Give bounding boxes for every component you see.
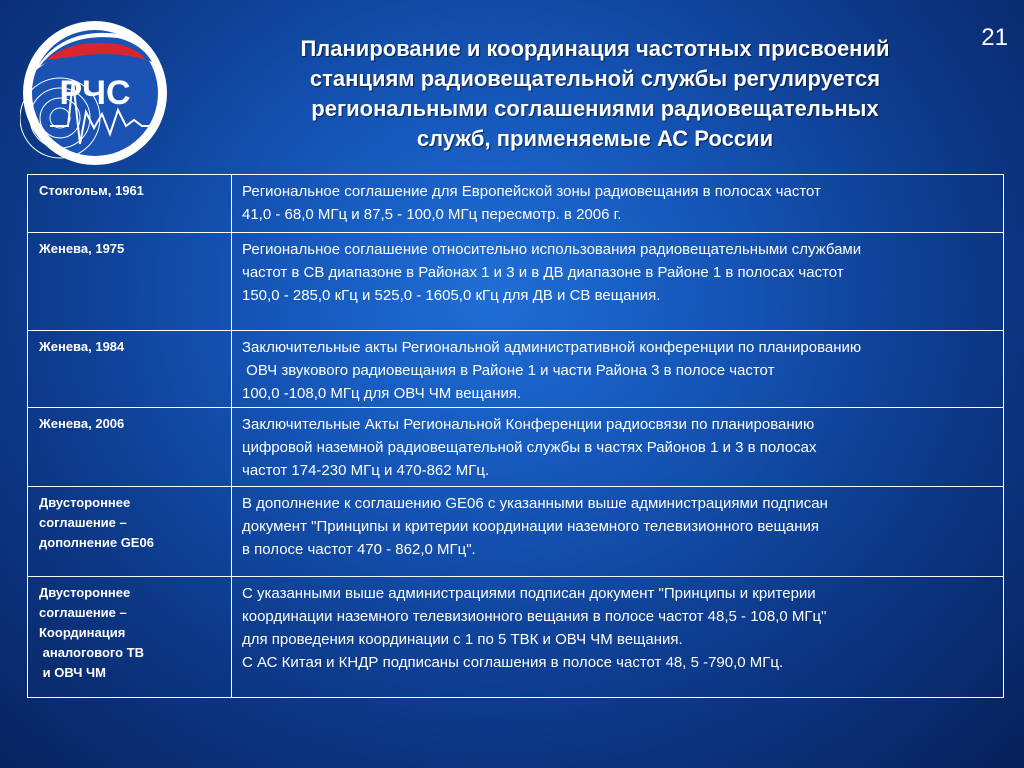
agreement-description-cell bbox=[232, 175, 1004, 233]
agreement-name: и ОВЧ ЧМ bbox=[39, 665, 106, 680]
table-row bbox=[28, 408, 1004, 487]
slide-number: 21 bbox=[981, 24, 1008, 51]
agreement-description-cell bbox=[232, 331, 1004, 408]
description-line: В дополнение к соглашению GE06 с указанными выше администрациями подписан bbox=[242, 495, 828, 512]
description-line: цифровой наземной радиовещательной службы в частях Районов 1 и 3 в полосах bbox=[242, 439, 817, 456]
description-line: Заключительные Акты Региональной Конференции радиосвязи по планированию bbox=[242, 416, 815, 433]
description-line: 100,0 -108,0 МГц для ОВЧ ЧМ вещания. bbox=[242, 385, 522, 402]
description-line: С указанными выше администрациями подписан документ "Принципы и критерии bbox=[242, 585, 816, 602]
agreement-name: Координация bbox=[39, 625, 126, 640]
description-line: Региональное соглашение для Европейской зоны радиовещания в полосах частот bbox=[242, 183, 821, 200]
agreement-name: Женева, 1984 bbox=[39, 339, 125, 354]
agreement-name-cell bbox=[28, 175, 232, 233]
agreement-name: Стокгольм, 1961 bbox=[39, 183, 144, 198]
description-line: Региональное соглашение относительно использования радиовещательными службами bbox=[242, 241, 862, 258]
description-line: документ "Принципы и критерии координации наземного телевизионного вещания bbox=[242, 518, 819, 535]
description-line: для проведения координации с 1 по 5 ТВК и ОВЧ ЧМ вещания. bbox=[242, 631, 683, 648]
agreement-name: Двустороннее bbox=[39, 585, 131, 600]
description-line: координации наземного телевизионного вещания в полосе частот 48,5 - 108,0 МГц" bbox=[242, 608, 827, 625]
description-line: 150,0 - 285,0 кГц и 525,0 - 1605,0 кГц для ДВ и СВ вещания. bbox=[242, 287, 661, 304]
table-row bbox=[28, 487, 1004, 577]
agreement-description-cell bbox=[232, 408, 1004, 487]
agreement-name: Женева, 1975 bbox=[39, 241, 125, 256]
agreement-name: Двустороннее bbox=[39, 495, 131, 510]
agreement-name: Женева, 2006 bbox=[39, 416, 125, 431]
agreement-name-cell bbox=[28, 487, 232, 577]
table-row bbox=[28, 233, 1004, 331]
agreement-description-cell bbox=[232, 233, 1004, 331]
slide-title bbox=[225, 34, 965, 154]
title-line: станциям радиовещательной службы регулируется bbox=[309, 66, 881, 91]
description-line: ОВЧ звукового радиовещания в Районе 1 и части Района 3 в полосе частот bbox=[242, 362, 775, 379]
agreement-name: аналогового ТВ bbox=[39, 645, 145, 660]
table-row bbox=[28, 175, 1004, 233]
description-line: Заключительные акты Региональной административной конференции по планированию bbox=[242, 339, 862, 356]
agreement-name-cell bbox=[28, 577, 232, 698]
description-line: частот 174-230 МГц и 470-862 МГц. bbox=[242, 462, 490, 479]
agreement-name: дополнение GE06 bbox=[39, 535, 154, 550]
rchs-logo bbox=[20, 18, 170, 168]
agreement-name: соглашение – bbox=[39, 515, 127, 530]
logo-text: РЧС bbox=[59, 74, 131, 112]
title-line: Планирование и координация частотных присвоений bbox=[300, 36, 890, 61]
description-line: С АС Китая и КНДР подписаны соглашения в полосе частот 48, 5 -790,0 МГц. bbox=[242, 654, 784, 671]
title-line: региональными соглашениями радиовещательных bbox=[311, 96, 879, 121]
description-line: в полосе частот 470 - 862,0 МГц". bbox=[242, 541, 476, 558]
title-line: служб, применяемые АС России bbox=[416, 126, 774, 151]
agreements-table bbox=[27, 174, 1004, 698]
agreement-description-cell bbox=[232, 577, 1004, 698]
table-row bbox=[28, 331, 1004, 408]
description-line: 41,0 - 68,0 МГц и 87,5 - 100,0 МГц пересмотр. в 2006 г. bbox=[242, 206, 622, 223]
agreement-name-cell bbox=[28, 233, 232, 331]
description-line: частот в СВ диапазоне в Районах 1 и 3 и в ДВ диапазоне в Районе 1 в полосах частот bbox=[242, 264, 844, 281]
agreement-description-cell bbox=[232, 487, 1004, 577]
logo-emblem bbox=[20, 18, 170, 168]
agreement-name-cell bbox=[28, 408, 232, 487]
agreement-name: соглашение – bbox=[39, 605, 127, 620]
table-row bbox=[28, 577, 1004, 698]
agreement-name-cell bbox=[28, 331, 232, 408]
